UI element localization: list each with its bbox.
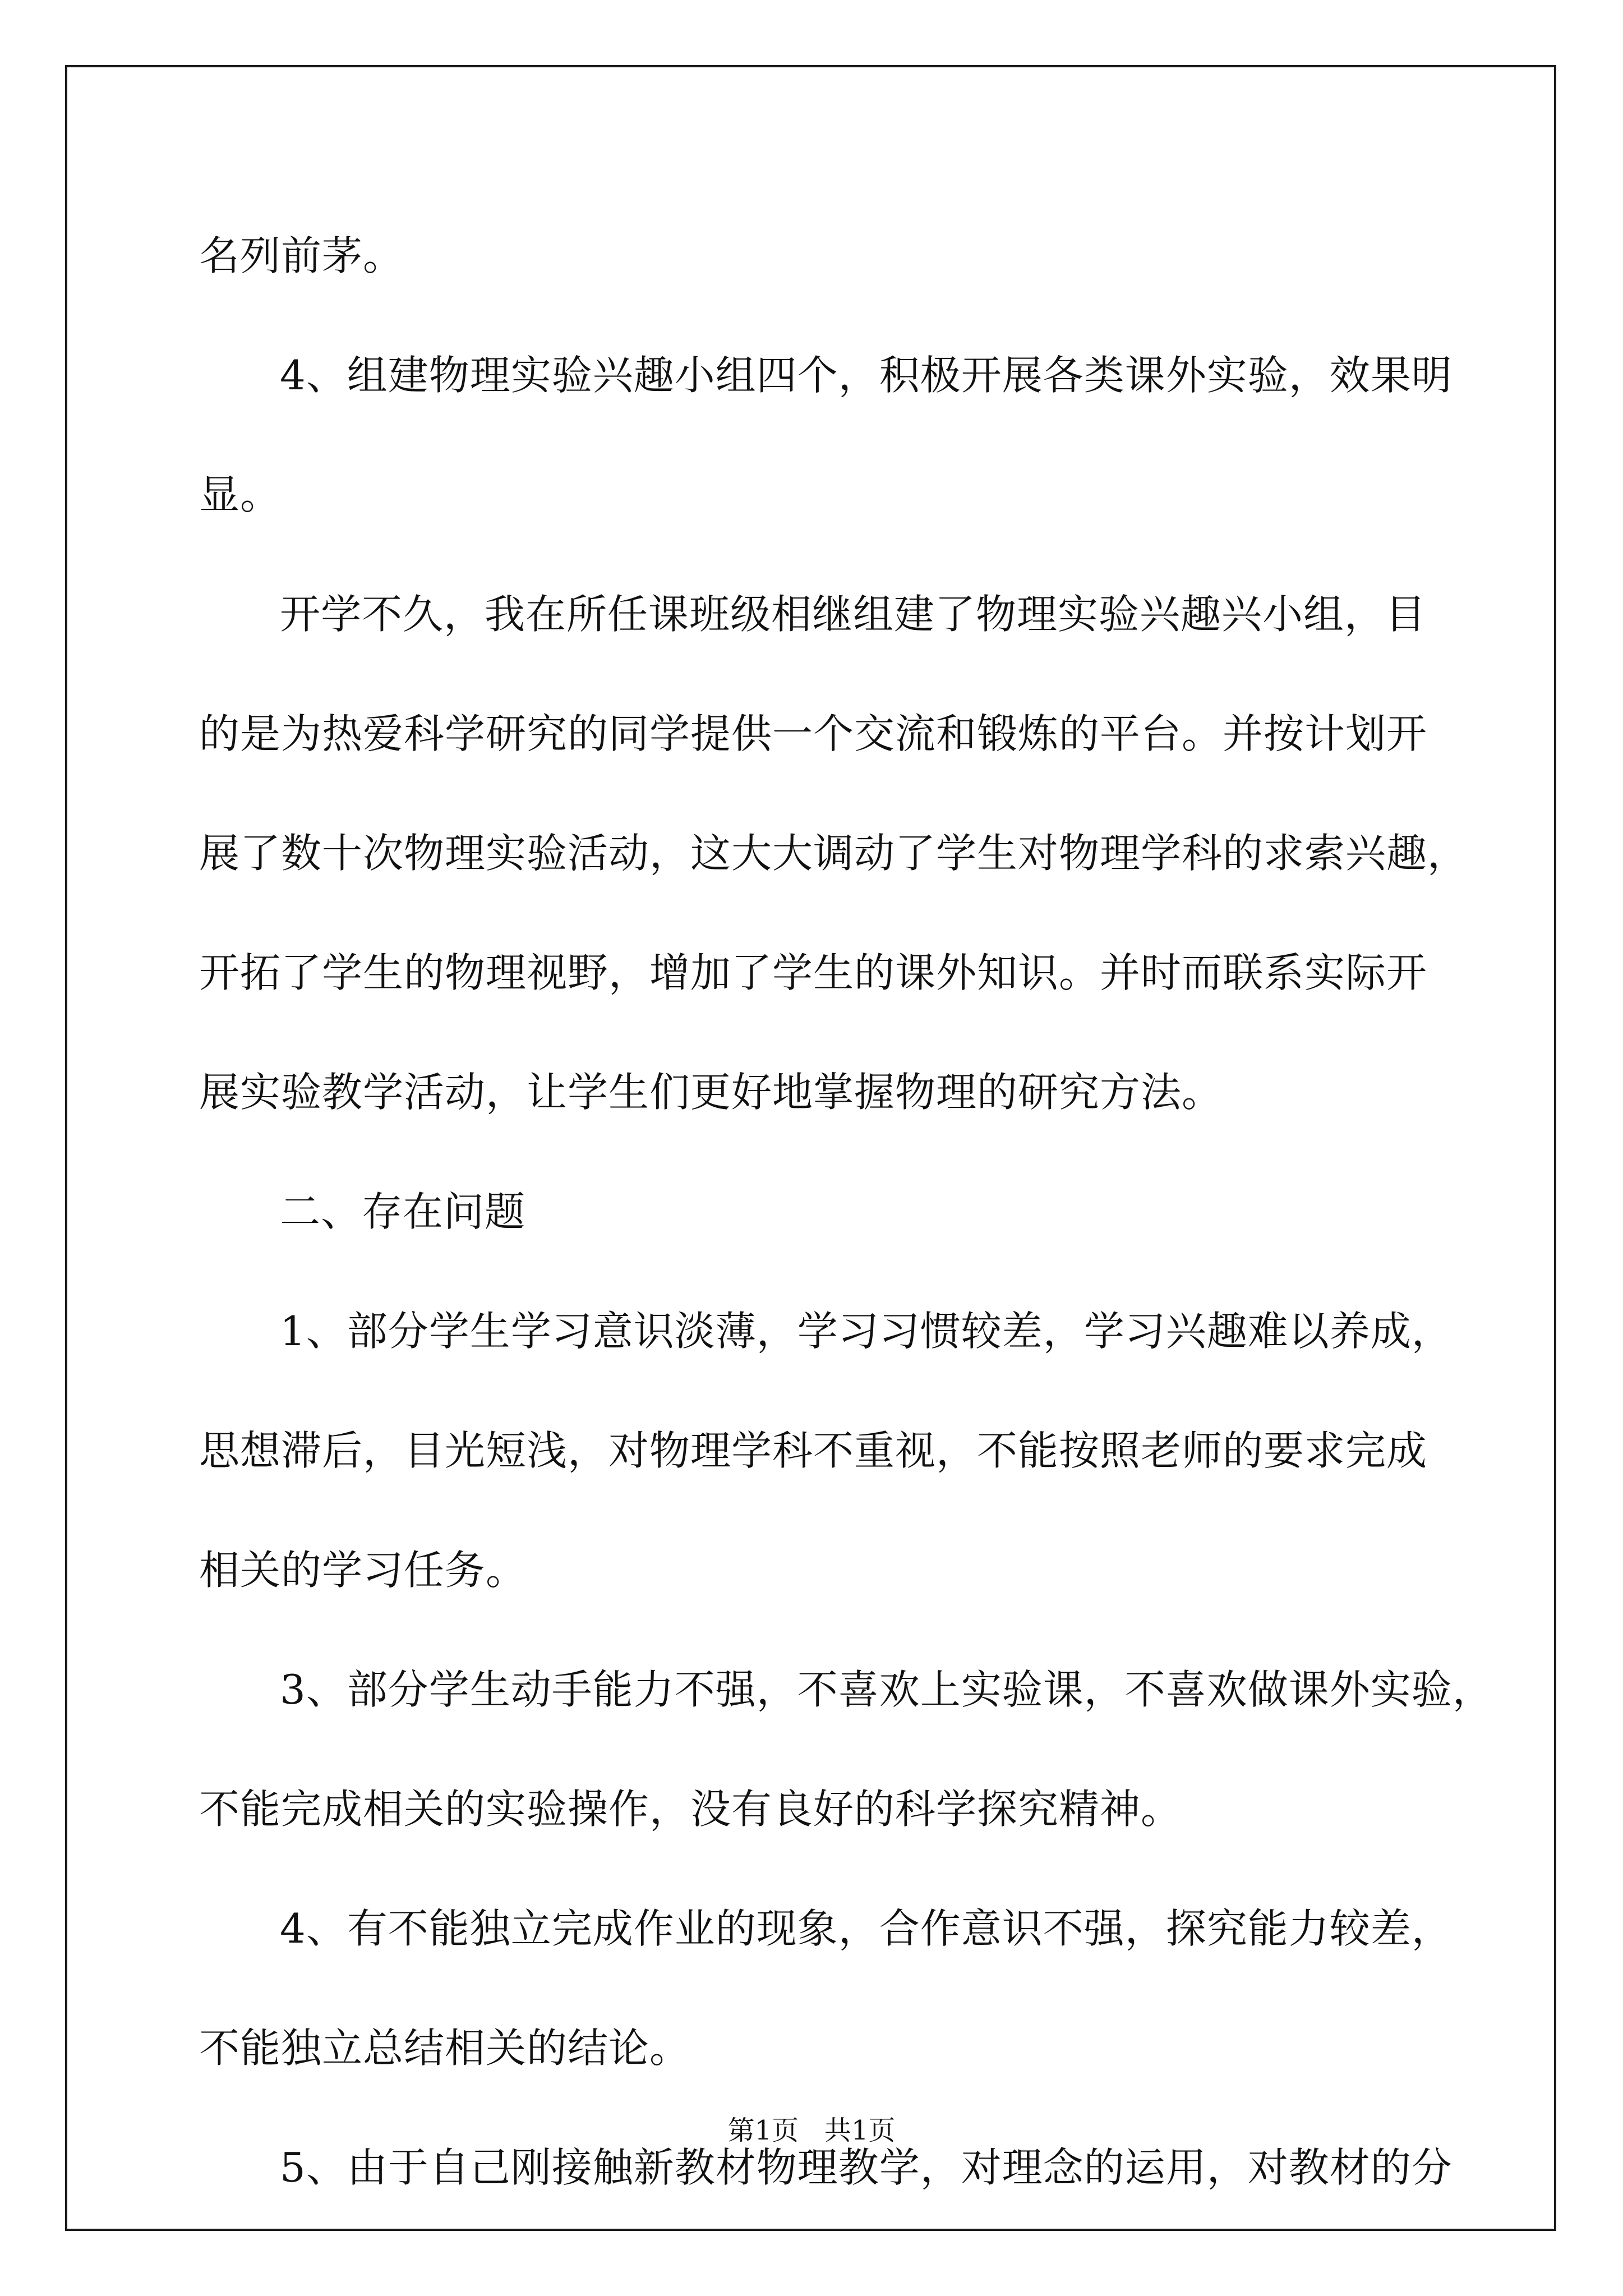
text-line: 相关的学习任务。 xyxy=(199,1547,527,1594)
text-line: 不能独立总结相关的结论。 xyxy=(199,2024,691,2072)
text-line: 开拓了学生的物理视野，增加了学生的课外知识。并时而联系实际开 xyxy=(199,949,1428,996)
text-line: 二、存在问题 xyxy=(280,1188,526,1235)
text-line: 1、部分学生学习意识淡薄，学习习惯较差，学习兴趣难以养成， xyxy=(280,1308,1453,1355)
text-line: 4、组建物理实验兴趣小组四个，积极开展各类课外实验，效果明 xyxy=(280,352,1453,399)
text-line: 展了数十次物理实验活动，这大大调动了学生对物理学科的求索兴趣， xyxy=(199,830,1469,877)
page-footer: 第1页 共1页 xyxy=(727,2115,896,2146)
text-line: 的是为热爱科学研究的同学提供一个交流和锻炼的平台。并按计划开 xyxy=(199,710,1428,757)
text-line: 思想滞后，目光短浅，对物理学科不重视，不能按照老师的要求完成 xyxy=(199,1427,1428,1474)
text-line: 3、部分学生动手能力不强，不喜欢上实验课，不喜欢做课外实验， xyxy=(280,1666,1493,1713)
text-line: 5、由于自己刚接触新教材物理教学，对理念的运用，对教材的分 xyxy=(280,2144,1453,2191)
text-line: 不能完成相关的实验操作，没有良好的科学探究精神。 xyxy=(199,1786,1182,1833)
text-line: 显。 xyxy=(199,471,282,518)
text-line: 开学不久，我在所任课班级相继组建了物理实验兴趣兴小组，目 xyxy=(280,591,1427,638)
text-line: 名列前茅。 xyxy=(199,232,404,279)
text-line: 4、有不能独立完成作业的现象，合作意识不强，探究能力较差， xyxy=(280,1905,1453,1952)
text-line: 展实验教学活动，让学生们更好地掌握物理的研究方法。 xyxy=(199,1069,1223,1116)
document-body xyxy=(199,196,1493,2228)
